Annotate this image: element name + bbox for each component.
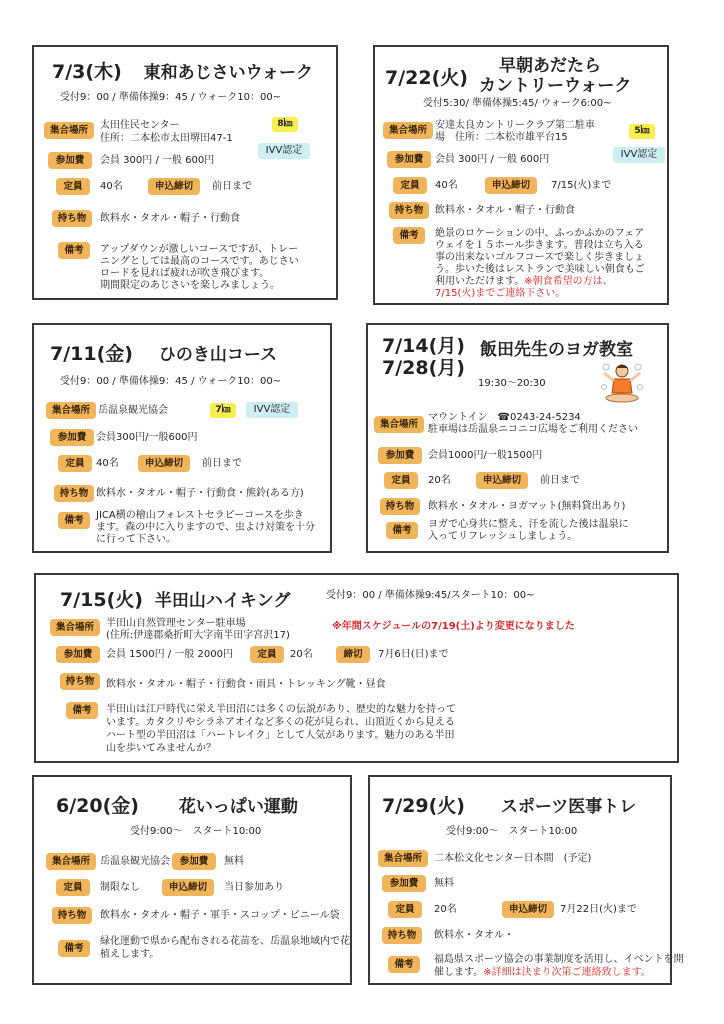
notes-line-3: 事の出来ないゴルフコースで楽しく歩きましょ bbox=[435, 252, 644, 263]
event-time: 19:30～20:30 bbox=[478, 378, 546, 389]
notes-line-4: う。歩いた後はレストランで美味しい朝食もご bbox=[435, 264, 645, 275]
venue-address: 住所：二本松市太田堺田47-1 bbox=[100, 133, 233, 144]
event-card-flower-campaign bbox=[32, 775, 352, 985]
notes-line-2: 催します。※詳細は決まり次第ご連絡致します。 bbox=[434, 967, 651, 978]
event-time: 受付9：00 / 準備体操9:45/スタート10：00~ bbox=[326, 590, 535, 601]
deadline-value: 前日まで bbox=[212, 181, 252, 192]
notes-line-2: 入ってリフレッシュしましょう。 bbox=[428, 531, 578, 542]
label-deadline: 申込締切 bbox=[502, 901, 554, 918]
deadline-value: 7月6日(日)まで bbox=[378, 649, 449, 660]
fee-value: 会員 300円 / 一般 600円 bbox=[435, 154, 550, 165]
ivv-badge: IVV認定 bbox=[613, 147, 665, 163]
deadline-value: 7/15(火)まで bbox=[551, 180, 612, 191]
label-fee: 参加費 bbox=[172, 853, 216, 870]
event-time: 受付9：00 / 準備体操9：45 / ウォーク10：00~ bbox=[60, 376, 282, 387]
notes-line-2: ウェイを１５ホール歩きます。普段は立ち入る bbox=[435, 240, 644, 251]
venue-name: 岳温泉観光協会 bbox=[100, 856, 170, 867]
label-bring: 持ち物 bbox=[52, 210, 92, 227]
notes-line-3: に行って下さい。 bbox=[96, 534, 176, 545]
bring-value: 飲料水・タオル・帽子・行動食・熊鈴(ある方) bbox=[96, 488, 304, 499]
venue-name: マウントイン ☎0243-24-5234 bbox=[428, 412, 581, 423]
deadline-value: 7月22日(火)まで bbox=[560, 904, 637, 915]
event-title bbox=[52, 57, 313, 84]
capacity-value: 40名 bbox=[100, 181, 123, 192]
label-venue: 集合場所 bbox=[44, 122, 94, 139]
notes-line-2: ニングとしては最高のコースです。あじさい bbox=[100, 256, 299, 267]
event-name-line-2: カントリーウォーク bbox=[479, 76, 632, 96]
bring-value: 飲料水・タオル・ bbox=[434, 930, 514, 941]
event-card-adatara-walk bbox=[373, 45, 669, 305]
label-deadline: 申込締切 bbox=[476, 472, 528, 489]
label-capacity: 定員 bbox=[56, 879, 90, 896]
event-title bbox=[56, 791, 298, 818]
details-note: ※詳細は決まり次第ご連絡致します。 bbox=[483, 967, 651, 978]
yoga-person-icon bbox=[600, 361, 644, 407]
schedule-change-notice: ※年間スケジュールの7/19(土)より変更になりました bbox=[332, 621, 575, 632]
deadline-value: 当日参加あり bbox=[224, 882, 284, 893]
bring-value: 飲料水・タオル・帽子・軍手・スコップ・ビニール袋 bbox=[100, 910, 340, 921]
distance-badge: 8㎞ bbox=[272, 117, 298, 132]
label-capacity: 定員 bbox=[58, 455, 92, 472]
capacity-value: 制限なし bbox=[100, 882, 140, 893]
label-venue: 集合場所 bbox=[46, 853, 96, 870]
event-card-sports-medical-training bbox=[368, 775, 684, 985]
event-name: スポーツ医事トレ bbox=[500, 797, 637, 817]
event-time: 受付9:00～ スタート10:00 bbox=[130, 826, 262, 837]
event-card-ajisai-walk bbox=[32, 45, 338, 300]
label-capacity: 定員 bbox=[250, 646, 284, 663]
event-card-handayama-hiking bbox=[34, 573, 679, 763]
bring-value: 飲料水・タオル・ヨガマット(無料貸出あり) bbox=[428, 501, 626, 512]
event-date: 6/20(金) bbox=[56, 795, 139, 817]
label-notes: 備考 bbox=[66, 702, 98, 719]
event-date-2: 7/28(月) bbox=[382, 357, 465, 379]
label-capacity: 定員 bbox=[388, 901, 422, 918]
label-bring: 持ち物 bbox=[52, 907, 92, 924]
label-venue: 集合場所 bbox=[374, 416, 424, 433]
event-name: 半田山ハイキング bbox=[154, 591, 291, 611]
venue-name: 太田住民センター bbox=[100, 120, 180, 131]
label-notes: 備考 bbox=[58, 940, 90, 957]
notes-line-6: 7/15(火)までご連絡下さい。 bbox=[435, 288, 566, 299]
event-name-line-1: 早朝あだたら bbox=[499, 56, 601, 76]
notes-line-1: アップダウンが激しいコースですが、トレー bbox=[100, 244, 299, 255]
event-name: 花いっぱい運動 bbox=[178, 797, 298, 817]
venue-address: (住所:伊達郡桑折町大字南半田字宮沢17) bbox=[106, 630, 290, 641]
fee-value: 会員 1500円 / 一般 2000円 bbox=[106, 649, 233, 660]
label-deadline: 申込締切 bbox=[162, 879, 214, 896]
label-capacity: 定員 bbox=[56, 178, 90, 195]
venue-address: 場 住所：二本松市雄平台15 bbox=[435, 132, 568, 143]
capacity-value: 40名 bbox=[96, 458, 119, 469]
label-capacity: 定員 bbox=[384, 472, 418, 489]
label-fee: 参加費 bbox=[378, 447, 422, 464]
fee-value: 会員 300円 / 一般 600円 bbox=[100, 155, 215, 166]
event-name: 飯田先生のヨガ教室 bbox=[480, 340, 633, 360]
notes-line-1: ヨガで心身共に整え、汗を流した後は温泉に bbox=[428, 519, 629, 530]
bring-value: 飲料水・タオル・帽子・行動食 bbox=[435, 205, 575, 216]
label-deadline: 申込締切 bbox=[485, 177, 537, 194]
event-card-hinoki-course bbox=[32, 323, 332, 553]
label-notes: 備考 bbox=[58, 512, 90, 529]
fee-value: 会員1000円/一般1500円 bbox=[428, 450, 543, 461]
bring-value: 飲料水・タオル・帽子・行動食 bbox=[100, 213, 240, 224]
distance-badge: 7㎞ bbox=[210, 403, 236, 418]
venue-name: 安達太良カントリークラブ第二駐車 bbox=[435, 120, 595, 131]
notes-line-3: ハート型の半田沼は「ハートレイク」として人気があります。魅力のある半田 bbox=[106, 730, 455, 741]
event-name: 東和あじさいウォーク bbox=[143, 63, 313, 83]
event-card-yoga-class bbox=[366, 323, 669, 553]
notes-line-1: 絶景のロケーションの中、ふっかふかのフェア bbox=[435, 228, 645, 239]
label-fee: 参加費 bbox=[50, 429, 94, 446]
capacity-value: 20名 bbox=[428, 475, 451, 486]
label-venue: 集合場所 bbox=[383, 122, 433, 139]
deadline-value: 前日まで bbox=[202, 458, 242, 469]
notes-line-3: ロードを見れば疲れが吹き飛びます。 bbox=[100, 268, 270, 279]
notes-line-4: 期間限定のあじさいを楽しみましょう。 bbox=[100, 280, 280, 291]
venue-name: 岳温泉観光協会 bbox=[98, 405, 168, 416]
fee-value: 無料 bbox=[224, 856, 244, 867]
deadline-value: 前日まで bbox=[540, 475, 580, 486]
label-bring: 持ち物 bbox=[380, 498, 420, 515]
bring-value: 飲料水・タオル・帽子・行動食・雨具・トレッキング靴・昼食 bbox=[106, 679, 386, 690]
label-fee: 参加費 bbox=[387, 151, 431, 168]
label-fee: 参加費 bbox=[56, 646, 100, 663]
event-date: 7/29(火) bbox=[382, 795, 465, 817]
label-capacity: 定員 bbox=[393, 177, 427, 194]
ivv-badge: IVV認定 bbox=[246, 402, 298, 418]
label-bring: 持ち物 bbox=[382, 927, 422, 944]
ivv-badge: IVV認定 bbox=[258, 143, 310, 159]
notes-line-2: 植えします。 bbox=[100, 949, 160, 960]
event-date-1: 7/14(月) bbox=[382, 335, 465, 357]
event-time: 受付9：00 / 準備体操9：45 / ウォーク10：00~ bbox=[60, 92, 282, 103]
venue-name: 二本松文化センター日本間 (予定) bbox=[434, 853, 592, 864]
breakfast-note: ※朝食希望の方は、 bbox=[524, 276, 613, 287]
event-title bbox=[382, 791, 636, 818]
label-deadline: 申込締切 bbox=[138, 455, 190, 472]
notes-line-4: 山を歩いてみませんか？ bbox=[106, 743, 216, 754]
label-bring: 持ち物 bbox=[54, 485, 94, 502]
event-date: 7/22(火) bbox=[385, 67, 468, 89]
event-time: 受付5:30/ 準備体操5:45/ ウォーク6:00~ bbox=[423, 98, 612, 109]
notes-line-1: JICA横の檜山フォレストセラピーコースを歩き bbox=[96, 510, 304, 521]
label-notes: 備考 bbox=[393, 227, 425, 244]
label-deadline: 締切 bbox=[336, 646, 370, 663]
label-fee: 参加費 bbox=[48, 152, 92, 169]
label-fee: 参加費 bbox=[382, 875, 426, 892]
event-title bbox=[60, 585, 290, 612]
distance-badge: 5㎞ bbox=[629, 124, 655, 139]
label-notes: 備考 bbox=[58, 242, 90, 259]
capacity-value: 40名 bbox=[435, 180, 458, 191]
venue-name: 半田山自然管理センター駐車場 bbox=[106, 618, 246, 629]
fee-value: 会員300円/一般600円 bbox=[96, 432, 198, 443]
event-date: 7/11(金) bbox=[50, 343, 133, 365]
notes-line-5: 利用いただけます。※朝食希望の方は、 bbox=[435, 276, 613, 287]
event-date: 7/15(火) bbox=[60, 589, 143, 611]
label-notes: 備考 bbox=[386, 522, 418, 539]
notes-line-2: います。カタクリやシラネアオイなど多くの花が見られ、山頂近くから見える bbox=[106, 717, 455, 728]
notes-line-1: 緑化運動で県から配布される花苗を、岳温泉地域内で花 bbox=[100, 936, 350, 947]
capacity-value: 20名 bbox=[290, 649, 313, 660]
notes-line-2: ます。森の中に入りますので、虫よけ対策を十分 bbox=[96, 522, 315, 533]
label-notes: 備考 bbox=[388, 956, 420, 973]
label-bring: 持ち物 bbox=[389, 202, 429, 219]
label-venue: 集合場所 bbox=[50, 619, 100, 636]
event-title bbox=[50, 339, 277, 366]
event-date: 7/3(木) bbox=[52, 61, 122, 83]
event-time: 受付9:00～ スタート10:00 bbox=[446, 826, 578, 837]
fee-value: 無料 bbox=[434, 878, 454, 889]
event-name: ひのき山コース bbox=[158, 345, 278, 365]
label-venue: 集合場所 bbox=[378, 850, 428, 867]
capacity-value: 20名 bbox=[434, 904, 457, 915]
notes-line-1: 半田山は江戸時代に栄え半田沼には多くの伝説があり、歴史的な魅力を持って bbox=[106, 704, 456, 715]
venue-parking: 駐車場は岳温泉ニコニコ広場をご利用ください bbox=[428, 424, 638, 435]
label-deadline: 申込締切 bbox=[148, 178, 200, 195]
notes-line-1: 福島県スポーツ協会の事業制度を活用し、イベントを開 bbox=[434, 954, 684, 965]
label-bring: 持ち物 bbox=[60, 673, 100, 690]
label-venue: 集合場所 bbox=[46, 402, 96, 419]
